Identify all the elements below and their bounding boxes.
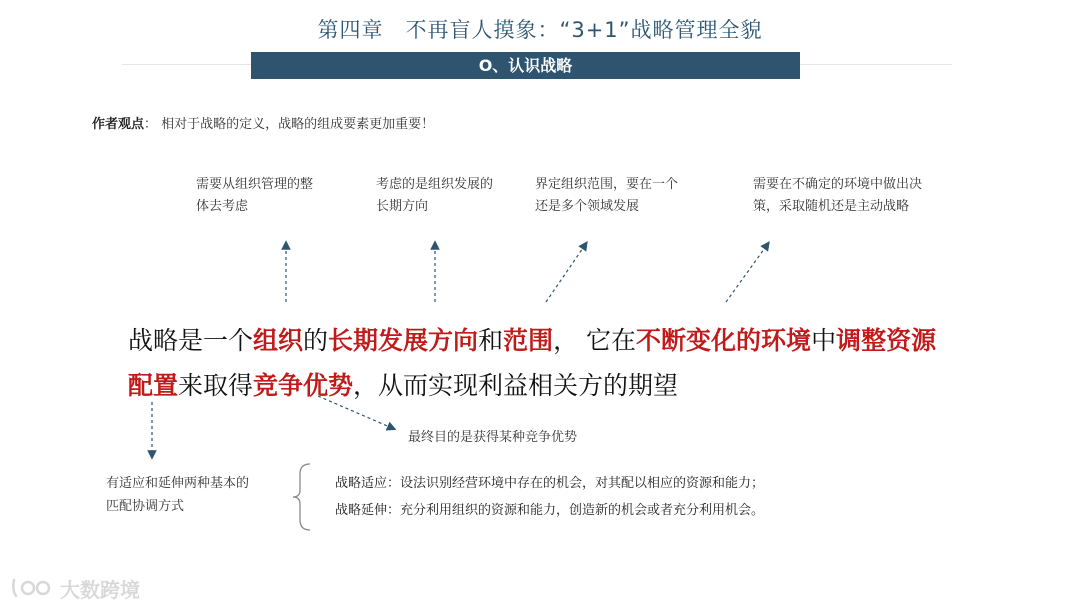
viewpoint-colon: ： (144, 117, 158, 132)
note-line: 匹配协调方式 (106, 499, 185, 514)
note-line: 体去考虑 (196, 199, 249, 214)
note-environment (753, 174, 922, 218)
note-line: 长期方向 (376, 199, 429, 214)
definition-keyword: 不断变化的环境 (636, 326, 812, 355)
definition-text: 战略是一个 (128, 326, 254, 355)
watermark (10, 574, 140, 602)
note-line: 考虑的是组织发展的 (376, 177, 494, 192)
author-viewpoint (92, 113, 434, 132)
definition-text: 中 (811, 326, 837, 355)
definition-keyword: 组织 (253, 326, 304, 355)
definition-text: ， 它在 (553, 326, 637, 355)
definition-text: 的 (303, 326, 329, 355)
watermark-text: 大数跨境 (60, 577, 140, 602)
arrow-to-scope (546, 245, 585, 302)
chapter-title: 第四章 不再盲人摸象：“3+1”战略管理全貌 (317, 18, 763, 42)
note-line: 策，采取随机还是主动战略 (753, 199, 910, 214)
brand-logo-icon (10, 576, 54, 600)
definition-keyword: 配置 (128, 371, 179, 400)
definition-text: 和 (478, 326, 504, 355)
viewpoint-label: 作者观点 (92, 117, 145, 132)
modes-note (106, 472, 249, 518)
viewpoint-text: 相对于战略的定义，战略的组成要素更加重要！ (161, 117, 435, 132)
note-line: 需要从组织管理的整 (196, 177, 314, 192)
definition-keyword: 调整资源 (836, 326, 937, 355)
definition-keyword: 长期发展方向 (328, 326, 479, 355)
strategy-adaptation: 战略适应：设法识别经营环境中存在的机会，对其配以相应的资源和能力； (335, 476, 765, 491)
goal-note: 最终目的是获得某种竞争优势 (408, 430, 578, 445)
definition-line-1 (128, 318, 968, 363)
note-line: 需要在不确定的环境中做出决 (753, 177, 923, 192)
note-line: 还是多个领域发展 (535, 199, 640, 214)
strategy-extension: 战略延伸：充分利用组织的资源和能力，创造新的机会或者充分利用机会。 (335, 503, 765, 518)
definition-text: ，从而实现利益相关方的期望 (353, 371, 679, 400)
curly-brace (290, 462, 314, 532)
section-title-bar: O、认识战略 (251, 52, 800, 79)
definition-keyword: 竞争优势 (253, 371, 354, 400)
note-scope (535, 174, 678, 218)
note-long-term (376, 174, 493, 218)
note-line: 界定组织范围，要在一个 (535, 177, 679, 192)
definition-text: 来取得 (178, 371, 254, 400)
strategy-definition (128, 318, 968, 408)
arrow-to-environment (726, 245, 767, 302)
definition-line-2 (128, 363, 968, 408)
note-organization (196, 174, 313, 218)
definition-keyword: 范围 (503, 326, 554, 355)
note-line: 有适应和延伸两种基本的 (106, 476, 250, 491)
